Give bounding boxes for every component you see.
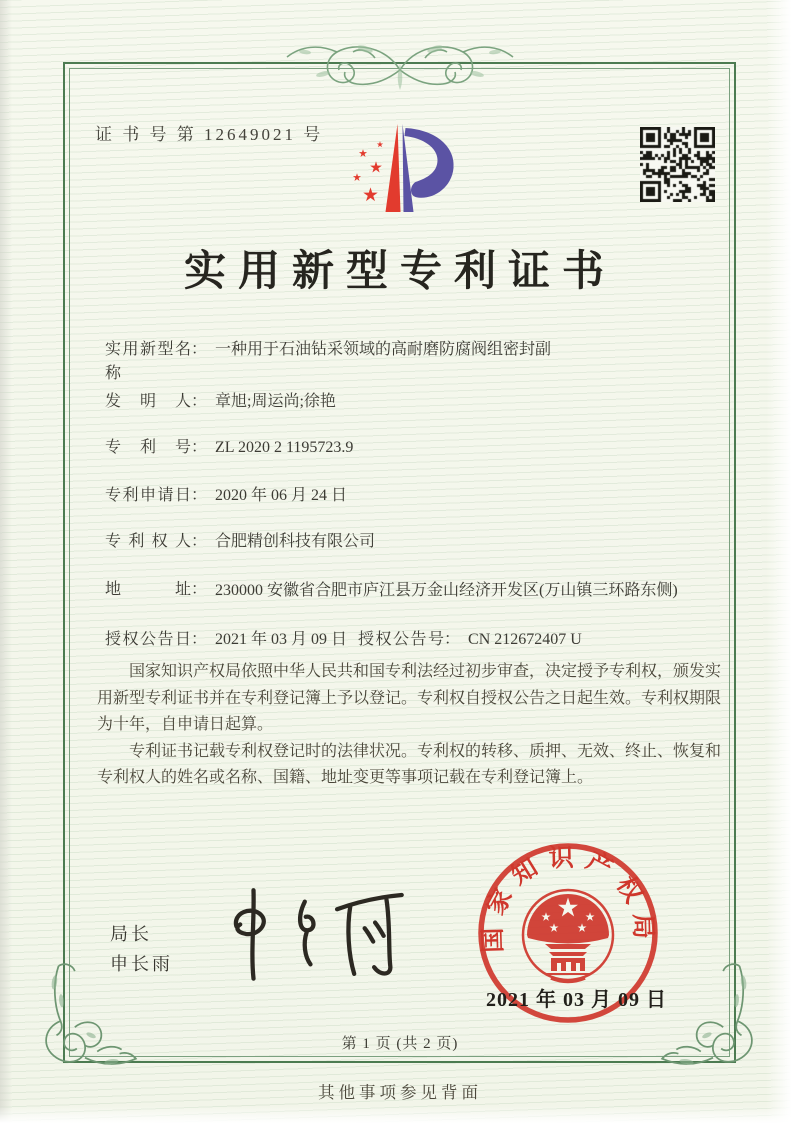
field-label: 专利号 — [105, 439, 191, 456]
certificate-title: 实用新型专利证书 — [183, 249, 616, 295]
legal-paragraph-1: 国家知识产权局依照中华人民共和国专利法经过初步审查，决定授予专利权，颁发实用新型专利证书并在专利登记簿上予以登记。专利权自授权公告之日起生效。专利权期限为十年，自申请日起算。 — [97, 663, 722, 733]
field-colon: ： — [191, 631, 208, 648]
cnipa-logo-icon — [350, 116, 465, 221]
field-value: 合肥精创科技有限公司 — [215, 533, 376, 550]
field-colon: ： — [191, 439, 208, 456]
issuer-name: 申长雨 — [110, 954, 173, 974]
corner-flourish-bottom-left — [30, 962, 142, 1074]
field-label: 地址 — [105, 581, 191, 598]
scan-edge-right — [766, 0, 800, 1132]
field-label: 专利申请日 — [105, 487, 191, 504]
field-label: 实用新型名称 — [105, 341, 191, 382]
field-value: 230000 安徽省合肥市庐江县万金山经济开发区(万山镇三环路东侧) — [215, 582, 678, 599]
field-grant-row — [105, 628, 725, 652]
field-patentee — [105, 530, 725, 554]
seal-ring-text: 国家知识产权局 — [479, 844, 657, 954]
field-inventor — [105, 390, 725, 414]
field-patent-number — [105, 436, 725, 460]
field-filing-date — [105, 484, 725, 508]
field-label: 专利权人 — [105, 533, 191, 550]
legal-paragraph-2: 专利证书记载专利权登记时的法律状况。专利权的转移、质押、无效、终止、恢复和专利权人的姓名或名称、国籍、地址变更等事项记载在专利登记簿上。 — [97, 742, 722, 786]
field-value: 2021 年 03 月 09 日 — [215, 631, 348, 648]
field-value: 章旭;周运尚;徐艳 — [215, 393, 336, 410]
field-label: 授权公告日 — [105, 631, 191, 648]
field-address — [105, 578, 725, 603]
certificate-number: 证 书 号 第 12649021 号 — [95, 125, 324, 144]
corner-flourish-bottom-right — [656, 962, 768, 1074]
seal-date: 2021 年 03 月 09 日 — [486, 989, 667, 1011]
qr-code — [640, 127, 715, 202]
legal-text — [97, 659, 722, 792]
field-colon: ： — [191, 487, 208, 504]
scan-edge-bottom — [0, 1106, 800, 1132]
issuer-title: 局长 — [110, 924, 152, 944]
field-colon: ： — [191, 341, 208, 358]
page-indicator: 第 1 页 (共 2 页) — [341, 1036, 459, 1052]
field-colon: ： — [191, 533, 208, 550]
field-value: CN 212672407 U — [468, 631, 582, 648]
field-colon: ： — [191, 581, 208, 598]
field-value: ZL 2020 2 1195723.9 — [215, 439, 354, 456]
field-utility-model-name — [105, 338, 725, 386]
director-signature — [225, 878, 415, 988]
field-colon: ： — [444, 631, 461, 648]
field-colon: ： — [191, 393, 208, 410]
top-ornament-flourish — [285, 36, 515, 96]
field-value: 2020 年 06 月 24 日 — [215, 487, 348, 504]
field-value: 一种用于石油钻采领域的高耐磨防腐阀组密封副 — [215, 341, 552, 358]
field-label: 授权公告号 — [358, 631, 444, 648]
back-note: 其他事项参见背面 — [318, 1083, 482, 1102]
field-label: 发明人 — [105, 393, 191, 410]
field-grant-number — [358, 628, 582, 652]
scan-edge-left — [0, 0, 12, 1132]
